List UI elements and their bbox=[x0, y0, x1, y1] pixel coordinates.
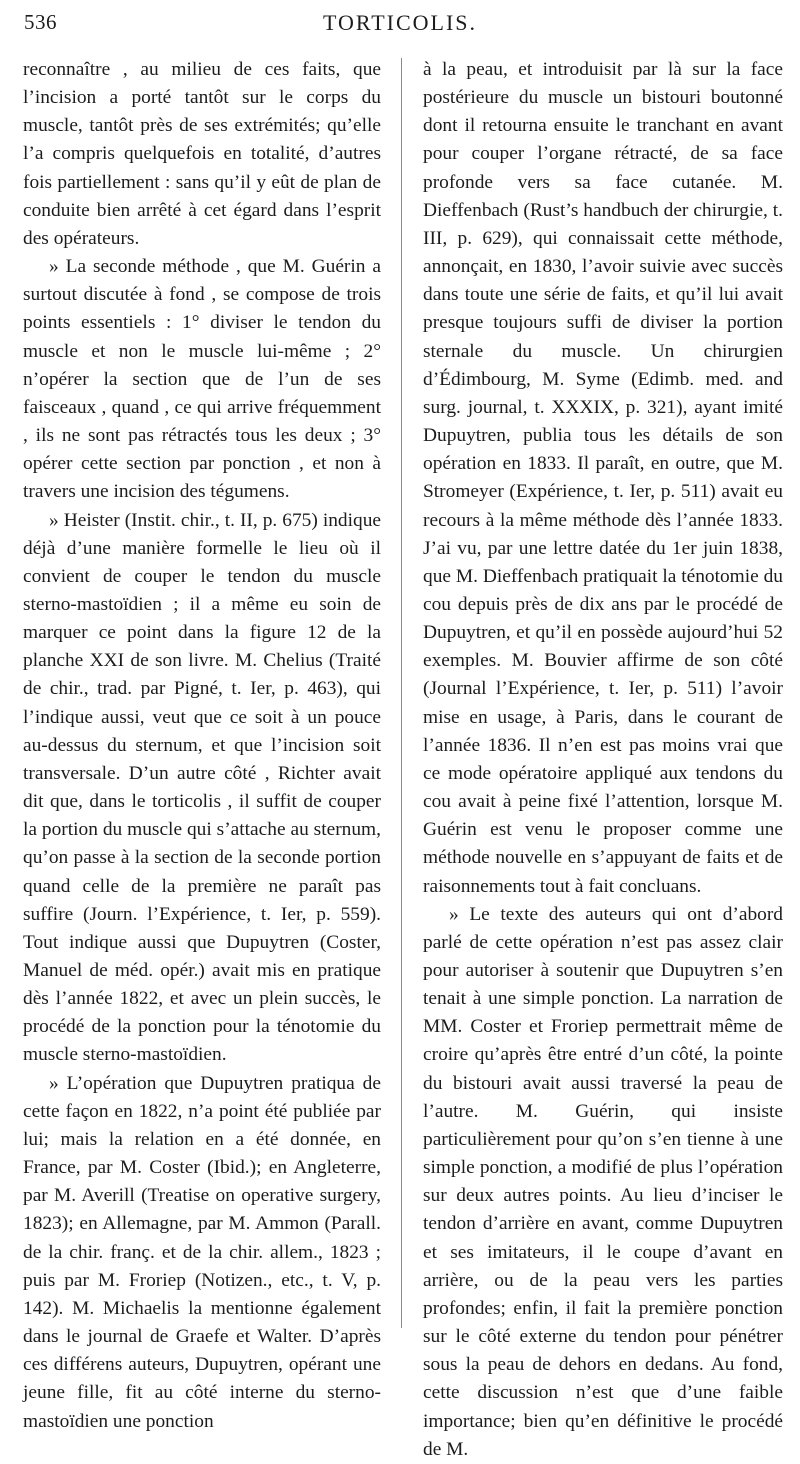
left-paragraph-1: reconnaître , au milieu de ces faits, que l’incision a porté tantôt sur le corps du muscle, tantôt près de ses extrémités; qu’elle l’a compris quelquefois en totalité, d’autres fois partiellement : sans qu’il y eût de plan de conduite bien arrêté à cet égard dans l’esprit des opérateurs. bbox=[23, 59, 381, 249]
left-column bbox=[23, 56, 381, 1436]
right-column bbox=[423, 56, 783, 1464]
left-paragraph-3: » Heister (Instit. chir., t. II, p. 675) indique déjà d’une manière formelle le lieu où il convient de couper le tendon du muscle sterno-mastoïdien ; il a même eu soin de marquer ce point dans la figure 12 de la planche XXI de son livre. M. Chelius (Traité de chir., trad. par Pigné, t. Ier, p. 463), qui l’indique aussi, veut que ce soit à un pouce au-dessus du sternum, et que l’incision soit transversale. D’un autre côté , Richter avait dit que, dans le torticolis , il suffit de couper la portion du muscle qui s’attache au sternum, qu’on passe à la section de la seconde portion quand celle de la première ne paraît pas suffire (Journ. l’Expérience, t. Ier, p. 559). Tout indique aussi que Dupuytren (Coster, Manuel de méd. opér.) avait mis en pratique dès l’année 1822, et avec un plein succès, le procédé de la ponction pour la ténotomie du muscle sterno-mastoïdien. bbox=[23, 509, 381, 1066]
left-paragraph-2: » La seconde méthode , que M. Guérin a surtout discutée à fond , se compose de trois points essentiels : 1° diviser le tendon du muscle et non le muscle lui-même ; 2° n’opérer la section que de l’un de ses faisceaux , quand , ce qui arrive fréquemment , ils ne sont pas rétractés tous les deux ; 3° opérer cette section par ponction , et non à travers une incision des tégumens. bbox=[23, 256, 381, 503]
page-header bbox=[24, 10, 776, 46]
left-paragraph-4: » L’opération que Dupuytren pratiqua de cette façon en 1822, n’a point été publiée par lui; mais la relation en a été donnée, en France, par M. Coster (Ibid.); en Angleterre, par M. Averill (Treatise on operative surgery, 1823); en Allemagne, par M. Ammon (Parall. de la chir. franç. et de la chir. allem., 1823 ; puis par M. Froriep (Notizen., etc., t. V, p. 142). M. Michaelis la mentionne également dans le journal de Graefe et Walter. D’après ces différens auteurs, Dupuytren, opérant une jeune fille, fit au côté interne du sterno-mastoïdien une ponction bbox=[23, 1072, 381, 1432]
column-divider bbox=[401, 58, 402, 1328]
running-title: TORTICOLIS. bbox=[322, 10, 478, 35]
page-number: 536 bbox=[24, 10, 57, 34]
right-paragraph-1: à la peau, et introduisit par là sur la face postérieure du muscle un bistouri boutonné dont il retourna ensuite le tranchant en avant pour couper l’organe rétracté, de sa face profonde vers sa face cutanée. M. Dieffenbach (Rust’s handbuch der chirurgie, t. III, p. 629), qui connaissait cette méthode, annonçait, en 1830, l’avoir suivie avec succès dans toute une série de faits, et qu’il lui avait presque toujours suffi de diviser la portion sternale du muscle. Un chirurgien d’Édimbourg, M. Syme (Edimb. med. and surg. journal, t. XXXIX, p. 321), ayant imité Dupuytren, publia tous les détails de son opération en 1833. Il paraît, en outre, que M. Stromeyer (Expérience, t. Ier, p. 511) avait eu recours à la même méthode dès l’année 1833. J’ai vu, par une lettre datée du 1er juin 1838, que M. Dieffenbach pratiquait la ténotomie du cou depuis près de dix ans par le procédé de Dupuytren, et qu’il en possède aujourd’hui 52 exemples. M. Bouvier affirme de son côté (Journal l’Expérience, t. Ier, p. 511) l’avoir mise en usage, à Paris, dans le courant de l’année 1836. Il n’en est pas moins vrai que ce mode opératoire appliqué aux tendons du cou avait à peine fixé l’attention, lorsque M. Guérin est venu le proposer comme une méthode nouvelle en s’appuyant de faits et de raisonnements tout à fait concluans. bbox=[423, 59, 783, 897]
right-paragraph-2: » Le texte des auteurs qui ont d’abord parlé de cette opération n’est pas assez clair pour autoriser à soutenir que Dupuytren s’en tenait à une simple ponction. La narration de MM. Coster et Froriep permettrait même de croire qu’après être entré d’un côté, la pointe du bistouri avait aussi traversé la peau de l’autre. M. Guérin, qui insiste particulièrement pour qu’on s’en tienne à une simple ponction, a modifié de plus l’opération sur deux autres points. Au lieu d’inciser le tendon d’arrière en avant, comme Dupuytren et ses imitateurs, il le coupe d’avant en arrière, ou de la peau vers les parties profondes; enfin, il fait la première ponction sur le côté externe du tendon pour pénétrer sous la peau de dehors en dedans. Au fond, cette discussion n’est que d’une faible importance; bien qu’en définitive le procédé de M. bbox=[423, 903, 783, 1460]
